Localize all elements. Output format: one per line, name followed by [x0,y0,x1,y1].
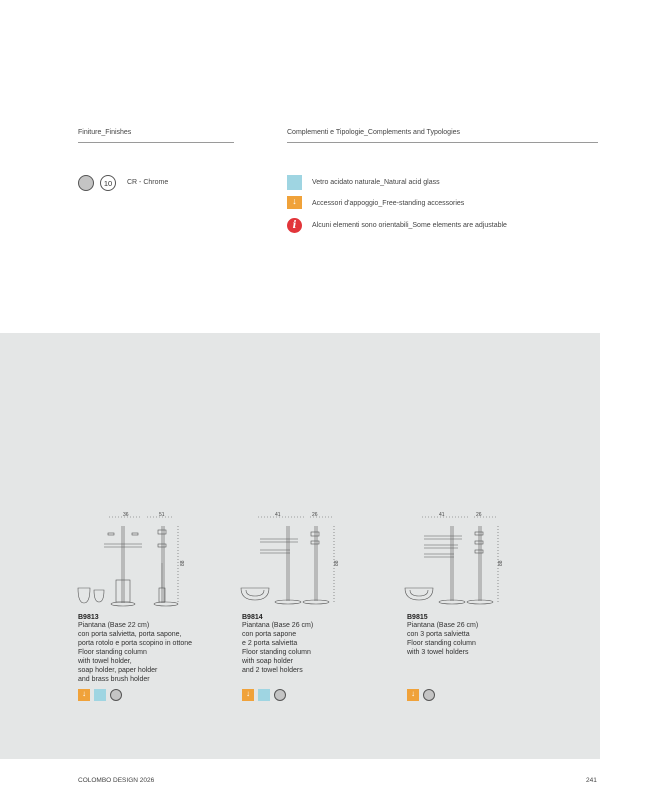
product-b9814 [242,614,313,675]
glass-swatch-icon [94,689,106,701]
glass-swatch-icon [258,689,270,701]
dim-width-label: 41 [439,512,445,518]
product-desc-line: and brass brush holder [78,676,150,683]
dim-depth-label: 26 [312,512,318,518]
page-number: 241 [586,777,597,784]
product-desc-line: porta rotolo e porta scopino in ottone [78,640,193,647]
product-desc-line: Piantana (Base 26 cm) [407,622,479,629]
footer-brand: COLOMBO DESIGN 2026 [78,777,155,784]
product-b9813-drawing [74,508,194,612]
complements-divider [287,142,598,143]
product-desc-line: with soap holder [242,658,293,665]
product-desc-line: Floor standing column [407,640,476,647]
dim-depth-label: 26 [476,512,482,518]
free-standing-accessory-icon: ↓ [78,689,90,701]
free-standing-accessory-icon: ↓ [242,689,254,701]
glass-swatch-icon [287,175,302,190]
dim-width-label: 41 [275,512,281,518]
dim-height-label: 88 [180,560,186,566]
legend-accessory-text: Accessori d'appoggio_Free-standing accessories [312,200,465,207]
product-desc-line: soap holder, paper holder [78,667,158,674]
product-desc-line: e 2 porta salvietta [242,640,298,647]
info-icon: i [287,218,302,233]
product-desc-line: and 2 towel holders [242,667,303,674]
product-desc-line: Floor standing column [242,649,311,656]
complements-title: Complementi e Tipologie_Complements and Typologies [287,129,461,136]
product-b9815 [407,614,478,657]
dim-width-label: 36 [123,512,129,518]
dim-height-label: 88 [334,560,340,566]
free-standing-accessory-icon: ↓ [407,689,419,701]
finishes-divider [78,142,234,143]
finish-number-badge: 10 [100,175,116,191]
product-desc-line: con 3 porta salvietta [407,631,470,638]
product-b9815-drawing [402,508,512,612]
product-code: B9815 [407,614,428,621]
chrome-swatch [274,689,286,701]
product-desc-line: with towel holder, [78,658,132,665]
legend-glass-text: Vetro acidato naturale_Natural acid glass [312,179,440,186]
finishes-title: Finiture_Finishes [78,129,132,136]
chrome-swatch [110,689,122,701]
dim-depth-label: 51 [159,512,165,518]
product-code: B9813 [78,614,99,621]
product-code: B9814 [242,614,263,621]
finish-label: CR - Chrome [127,179,169,186]
product-desc-line: con porta sapone [242,631,297,638]
free-standing-accessory-icon: ↓ [287,196,302,211]
product-desc-line: Piantana (Base 26 cm) [242,622,314,629]
chrome-swatch [78,175,94,191]
chrome-swatch [423,689,435,701]
product-desc-line: con porta salvietta, porta sapone, [78,631,182,638]
product-desc-line: with 3 towel holders [407,649,469,656]
dim-height-label: 88 [498,560,504,566]
legend-adjustable-text: Alcuni elementi sono orientabili_Some elements are adjustable [312,222,507,229]
product-b9814-drawing [238,508,348,612]
product-desc-line: Floor standing column [78,649,147,656]
product-b9813 [78,614,192,684]
product-desc-line: Piantana (Base 22 cm) [78,622,150,629]
